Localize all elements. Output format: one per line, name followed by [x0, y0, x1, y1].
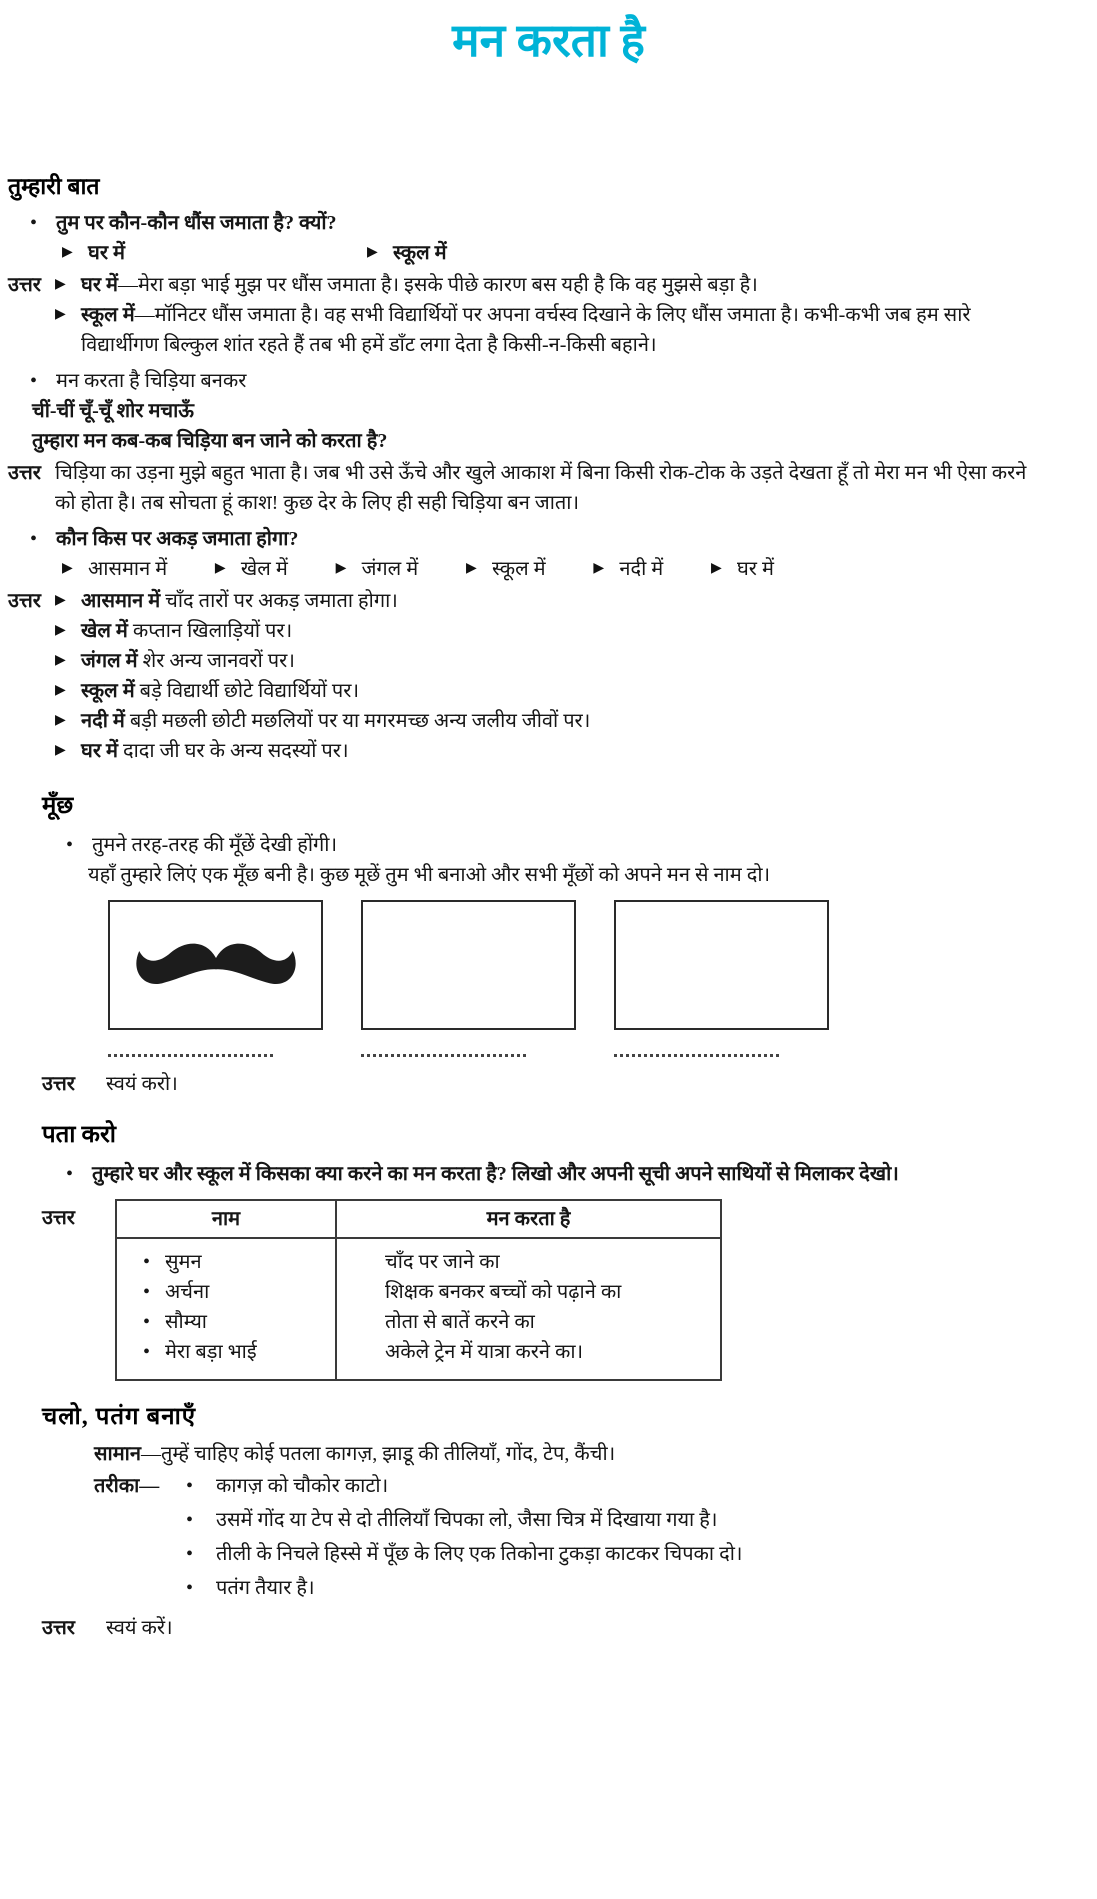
arrow-icon: ▶: [55, 713, 66, 728]
option-label: आसमान में: [88, 558, 168, 580]
arrow-icon: ▶: [62, 245, 73, 260]
answer-block-3: [8, 586, 1053, 766]
step-item: [186, 1505, 1046, 1535]
moonchh-line1: तुमने तरह-तरह की मूँछें देखी होंगी।: [92, 834, 338, 856]
wish-table-header: [117, 1201, 720, 1239]
name-cell: मेरा बड़ा भाई: [165, 1341, 257, 1363]
dotted-line-slot: [361, 1054, 576, 1057]
answer-label: उत्तर: [42, 1073, 75, 1095]
wish-table-body: [117, 1239, 720, 1379]
option-label: घर में: [736, 558, 774, 580]
answer-lead: खेल में: [81, 620, 128, 642]
answer-rest: दादा जी घर के अन्य सदस्यों पर।: [117, 740, 349, 762]
option-label: स्कूल में: [392, 242, 447, 264]
bullet-icon: •: [186, 1475, 194, 1497]
answer-item: [55, 270, 1045, 300]
table-row-name: [117, 1247, 335, 1277]
answer-text: [81, 706, 1045, 736]
name-cell: सौम्या: [165, 1311, 207, 1333]
tarika-block: [94, 1471, 1053, 1607]
section-heading-pata-karo: पता करो: [42, 1122, 116, 1148]
question-3: [30, 524, 1053, 554]
tarika-steps: [186, 1471, 1046, 1607]
saman-line: [94, 1439, 1053, 1469]
patang-answer: [42, 1613, 1053, 1643]
wish-cell: शिक्षक बनकर बच्चों को पढ़ाने का: [385, 1281, 622, 1303]
answer-rest: —मेरा बड़ा भाई मुझ पर धौंस जमाता है। इसके पीछे कारण बस यही है कि वह मुझसे बड़ा है।: [117, 274, 758, 296]
arrow-icon: ▶: [62, 561, 73, 576]
arrow-icon: ▶: [593, 561, 605, 576]
question-3-options: [62, 554, 774, 584]
answer-label: उत्तर: [8, 590, 41, 612]
bullet-icon: •: [186, 1543, 194, 1565]
answer-rest: बड़ी मछली छोटी मछलियों पर या मगरमच्छ अन्य जलीय जीवों पर।: [124, 710, 591, 732]
answer-label: उत्तर: [8, 462, 41, 484]
moonchh-line2: यहाँ तुम्हारे लिएं एक मूँछ बनी है। कुछ मूछें तुम भी बनाओ और सभी मूँछों को अपने मन से नाम दो।: [88, 864, 771, 886]
section-moonchh: [8, 788, 1053, 1099]
step-item: [186, 1539, 1046, 1569]
bullet-icon: •: [143, 1311, 151, 1333]
answer-item: [55, 676, 1045, 706]
bullet-icon: •: [30, 370, 38, 392]
moustache-boxes: [108, 900, 1053, 1030]
answer-text: [81, 736, 1045, 766]
option-item: [711, 554, 774, 584]
table-wish-column: [337, 1239, 720, 1379]
answer-lead: आसमान में: [81, 590, 161, 612]
answer-rest: बड़े विद्यार्थी छोटे विद्यार्थियों पर।: [134, 680, 360, 702]
table-header-name: नाम: [117, 1201, 337, 1237]
bullet-icon: •: [143, 1341, 151, 1363]
name-cell: अर्चना: [165, 1281, 210, 1303]
answer-block-1: [8, 270, 1053, 360]
option-item: [62, 554, 167, 584]
moustache-image: [120, 917, 312, 1013]
answer-dotted-line: [361, 1054, 526, 1057]
option-item: [215, 554, 288, 584]
option-item: [593, 554, 663, 584]
answer-dotted-line: [614, 1054, 779, 1057]
bullet-icon: •: [66, 1163, 74, 1185]
option-label: खेल में: [240, 558, 288, 580]
page-content: [0, 70, 1097, 1643]
dotted-line-slot: [108, 1054, 323, 1057]
answer-rest: —मॉनिटर धौंस जमाता है। वह सभी विद्यार्थियों पर अपना वर्चस्व दिखाने के लिए धौंस जमाता है। कभी-कभी जब हम सारे विद्यार्थीगण बिल्कुल शांत रहते हैं तब भी हमें डाँट लगा देता है किसी-न-किसी बहाने।: [81, 304, 971, 356]
option-item: [466, 554, 546, 584]
moonchh-instruction: [66, 830, 1053, 860]
option-label: घर में: [88, 242, 125, 264]
answer-text: [81, 616, 1045, 646]
bullet-icon: •: [186, 1509, 194, 1531]
answer-body: [55, 270, 1045, 360]
answer-text: [81, 676, 1045, 706]
answer-lead: स्कूल में: [81, 680, 135, 702]
dotted-line-slot: [614, 1054, 829, 1057]
wish-table: [115, 1199, 722, 1381]
arrow-icon: ▶: [465, 561, 477, 576]
question-1-options: [62, 238, 1053, 268]
pata-karo-question-text: तुम्हारे घर और स्कूल में किसका क्या करने का मन करता है? लिखो और अपनी सूची अपने साथियों से मिलाकर देखो।: [92, 1163, 899, 1185]
arrow-icon: ▶: [335, 561, 347, 576]
answer-body: [55, 586, 1045, 766]
arrow-icon: ▶: [55, 623, 66, 638]
bullet-icon: •: [30, 528, 38, 550]
empty-drawing-box-2: [614, 900, 829, 1030]
wish-cell: चाँद पर जाने का: [385, 1251, 500, 1273]
bullet-icon: •: [66, 834, 74, 856]
section-pata-karo: [8, 1117, 1053, 1381]
section-heading-moonchh: मूँछ: [42, 793, 74, 819]
answer-label: उत्तर: [42, 1617, 75, 1639]
answer-rest: शेर अन्य जानवरों पर।: [137, 650, 295, 672]
saman-label: सामान: [94, 1443, 141, 1465]
answer-lead: घर में: [81, 740, 118, 762]
name-cell: सुमन: [165, 1251, 202, 1273]
step-text: तीली के निचले हिस्से में पूँछ के लिए एक तिकोना टुकड़ा काटकर चिपका दो।: [216, 1543, 743, 1565]
option-item: [367, 238, 447, 268]
arrow-icon: ▶: [710, 561, 722, 576]
name-dotted-lines: [108, 1054, 1053, 1057]
bullet-icon: •: [143, 1251, 151, 1273]
wish-cell: अकेले ट्रेन में यात्रा करने का।: [385, 1341, 584, 1363]
saman-text: —तुम्हें चाहिए कोई पतला कागज़, झाडू की तीलियाँ, गोंद, टेप, कैंची।: [140, 1443, 616, 1465]
arrow-icon: ▶: [366, 245, 378, 260]
arrow-icon: ▶: [55, 593, 66, 608]
moonchh-answer: [42, 1069, 1053, 1099]
option-label: जंगल में: [361, 558, 419, 580]
answer-lead: स्कूल में: [81, 304, 135, 326]
answer-rest: कप्तान खिलाड़ियों पर।: [127, 620, 293, 642]
answer-item: [55, 616, 1045, 646]
answer-item: [55, 736, 1045, 766]
tarika-label: तरीका—: [94, 1475, 160, 1497]
arrow-icon: ▶: [55, 683, 66, 698]
answer-text: [81, 646, 1045, 676]
question-3-text: कौन किस पर अकड़ जमाता होगा?: [56, 528, 299, 550]
arrow-icon: ▶: [55, 653, 66, 668]
table-name-column: [117, 1239, 337, 1379]
answer-lead: जंगल में: [81, 650, 138, 672]
answer-item: [55, 586, 1045, 616]
table-row-name: [117, 1277, 335, 1307]
answer-label: उत्तर: [42, 1207, 75, 1229]
answer-table-block: [42, 1199, 1053, 1381]
answer-text: [81, 270, 1045, 300]
answer-item: [55, 706, 1045, 736]
answer-lead: नदी में: [81, 710, 125, 732]
section-tumhari-baat: [8, 170, 1053, 766]
section-patang: [8, 1399, 1053, 1643]
answer-block-2: [8, 458, 1053, 518]
moustache-example-box: [108, 900, 323, 1030]
answer-dotted-line: [108, 1054, 273, 1057]
option-item: [336, 554, 419, 584]
answer-text: स्वयं करो।: [106, 1073, 178, 1095]
bullet-icon: •: [143, 1281, 151, 1303]
answer-label: उत्तर: [8, 274, 41, 296]
table-row-name: [117, 1307, 335, 1337]
step-text: पतंग तैयार है।: [216, 1577, 315, 1599]
bullet-icon: •: [30, 212, 38, 234]
arrow-icon: ▶: [55, 743, 66, 758]
wish-cell: तोता से बातें करने का: [385, 1311, 535, 1333]
section-heading-tumhari-baat: तुम्हारी बात: [8, 174, 100, 199]
section-heading-patang: चलो, पतंग बनाएँ: [42, 1404, 197, 1430]
step-item: [186, 1471, 1046, 1501]
bullet-icon: •: [186, 1577, 194, 1599]
option-label: स्कूल में: [491, 558, 546, 580]
step-text: कागज़ को चौकोर काटो।: [216, 1475, 389, 1497]
option-item: [62, 238, 125, 268]
page-title: मन करता है: [452, 15, 645, 66]
question-2-line1: मन करता है चिड़िया बनकर: [56, 370, 247, 392]
step-item: [186, 1573, 1046, 1603]
question-1: [30, 208, 1053, 238]
empty-drawing-box-1: [361, 900, 576, 1030]
answer-lead: घर में: [81, 274, 118, 296]
pata-karo-question: [66, 1159, 1053, 1189]
question-2-line2: चीं-चीं चूँ-चूँ शोर मचाऊँ: [32, 400, 194, 422]
option-label: नदी में: [619, 558, 664, 580]
question-1-text: तुम पर कौन-कौन धौंस जमाता है? क्यों?: [56, 212, 337, 234]
question-2: [30, 366, 1053, 396]
answer-text: स्वयं करें।: [106, 1617, 173, 1639]
arrow-icon: ▶: [214, 561, 226, 576]
table-row-name: [117, 1337, 335, 1367]
step-text: उसमें गोंद या टेप से दो तीलियाँ चिपका लो, जैसा चित्र में दिखाया गया है।: [216, 1509, 718, 1531]
question-2-line3: तुम्हारा मन कब-कब चिड़िया बन जाने को करता है?: [32, 430, 388, 452]
arrow-icon: ▶: [55, 307, 66, 322]
answer-text: [81, 300, 1045, 360]
answer-item: [55, 300, 1045, 360]
answer-text: [81, 586, 1045, 616]
answer-rest: चाँद तारों पर अकड़ जमाता होगा।: [160, 590, 398, 612]
table-header-wish: मन करता है: [486, 1208, 571, 1230]
answer-paragraph: चिड़िया का उड़ना मुझे बहुत भाता है। जब भी उसे ऊँचे और खुले आकाश में बिना किसी रोक-टोक के उड़ते देखता हूँ तो मेरा मन भी ऐसा करने को होता है। तब सोचता हूं काश! कुछ देर के लिए ही सही चिड़िया बन जाता।: [55, 462, 1027, 514]
arrow-icon: ▶: [55, 277, 66, 292]
answer-item: [55, 646, 1045, 676]
